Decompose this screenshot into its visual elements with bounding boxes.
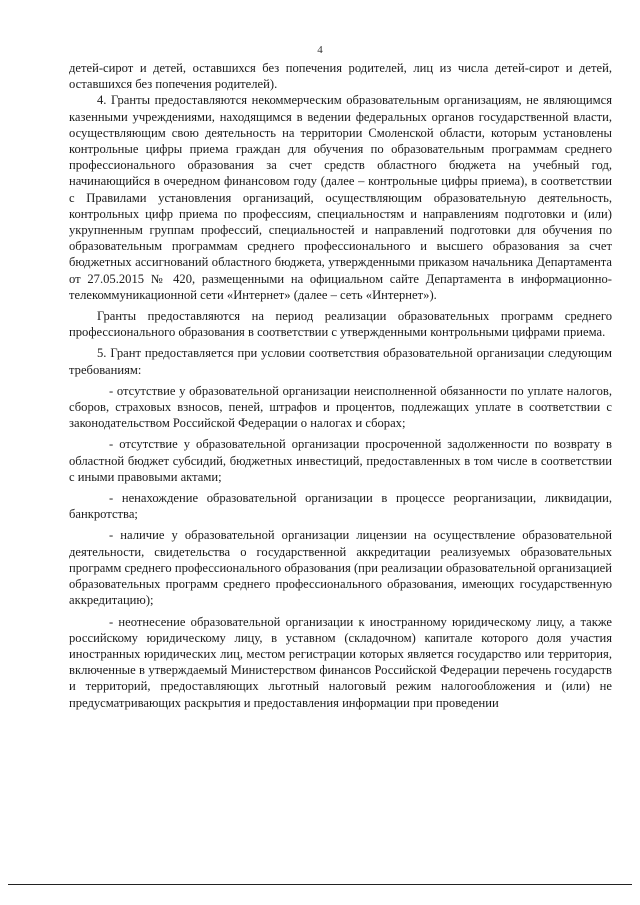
requirement-no-reorganization: - ненахождение образовательной организации в процессе реорганизации, ликвидации, банкротства; [69,491,612,522]
document-body [69,60,612,711]
requirement-no-tax-debt: - отсутствие у образовательной организации неисполненной обязанности по уплате налогов, сборов, страховых взносов, пеней, штрафов и процентов, подлежащих уплате в соответствии с законодательством Российской Федерации о налогах и сборах; [69,383,612,431]
requirement-not-foreign: - неотнесение образовательной организации к иностранному юридическому лицу, а также российскому юридическому лицу, в уставном (складочном) капитале которого доля участия иностранных юридических лиц, местом регистрации которых является государство или территория, включенные в утверждаемый Министерством финансов Российской Федерации перечень государств и территорий, предоставляющих льготный налоговый режим налогообложения и (или) не предусматривающих раскрытия и предоставления информации при проведении [69,614,612,710]
requirement-no-overdue-debt: - отсутствие у образовательной организации просроченной задолженности по возврату в областной бюджет субсидий, бюджетных инвестиций, предоставленных в том числе в соответствии с иными правовыми актами; [69,437,612,484]
page-number: 4 [317,44,323,56]
bottom-rule [8,884,632,885]
paragraph-continuation: детей-сирот и детей, оставшихся без попечения родителей, лиц из числа детей-сирот и детей, оставшихся без попечения родителей). [69,61,612,92]
paragraph-item-4: 4. Гранты предоставляются некоммерческим образовательным организациям, не являющимся казенными учреждениями, находящимся в ведении федеральных органов государственной власти, осуществляющим свою деятельность на территории Смоленской области, которым установлены контрольные цифры приема граждан для обучения по образовательным программам среднего профессионального образования за счет средств областного бюджета на учебный год, начинающийся в очередном финансовом году (далее – контрольные цифры приема), в соответствии с Правилами установления организаций, осуществляющим образовательную деятельность, контрольных цифр приема по профессиям, специальностям и направлениям подготовки и (или) укрупненным группам профессий, специальностей и направлений подготовки для обучения по образовательным программам среднего профессионального и высшего образования за счет бюджетных ассигнований областного бюджета, утвержденными приказом начальника Департамента от 27.05.2015 № 420, размещенными на официальном сайте Департамента в информационно-телекоммуникационной сети «Интернет» (далее – сеть «Интернет»). [69,93,612,302]
requirement-license: - наличие у образовательной организации лицензии на осуществление образовательной деятельности, свидетельства о государственной аккредитации реализуемых образовательных программ среднего профессионального образования (при реализации образовательной организацией образовательных программ среднего профессионального образования, имеющих государственную аккредитацию); [69,528,612,608]
paragraph-item-5: 5. Грант предоставляется при условии соответствия образовательной организации следующим требованиям: [69,346,612,377]
paragraph-grant-period: Гранты предоставляются на период реализации образовательных программ среднего профессионального образования в соответствии с утвержденными контрольными цифрами приема. [69,309,612,340]
